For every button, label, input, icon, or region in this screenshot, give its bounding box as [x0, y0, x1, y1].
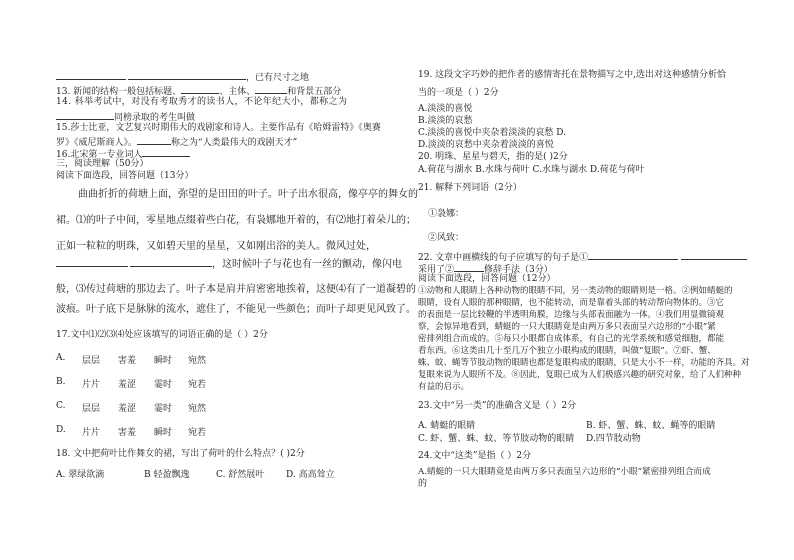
answer-blank[interactable]	[454, 262, 484, 272]
question-19-line2: 当的一项是（ ）2分	[418, 88, 499, 98]
passage-line-blank: ，这时候叶子与花也有一丝的颤动，像闪电	[56, 257, 402, 271]
passage2-line: 的表面是一层比较鞭的半透明角膜，边缘与头部表面融为一体。④我们用显微镜观	[418, 310, 725, 320]
passage2-line: 复眼来说为人眼所不及。⑧因此，复眼已成为人们极感兴趣的研究对象，给了人们种种	[418, 370, 742, 380]
q17-option-c[interactable]: C. 层层 羞涩 霎时 宛然	[56, 401, 207, 414]
passage2-line: ①动物和人眼睛上各种动物的眼睛不同，另一类动物的眼睛则是一格。②例如蜻蜓的	[418, 286, 733, 296]
question-15: 15.莎士比亚，文艺复兴时期伟大的戏剧家和诗人。主要作品有《哈姆雷特》《奥赛	[56, 123, 381, 133]
answer-blank[interactable]	[255, 84, 287, 94]
passage-line: 正如一粒粒的明珠，又如碧天里的星星，又如刚出浴的美人。微风过处，	[56, 241, 376, 252]
q19-option-d[interactable]: D.淡淡的哀愁中夹杂着淡淡的喜悦	[418, 140, 554, 150]
question-19: 19. 这段文字巧妙的把作者的感情寄托在景物描写之中,选出对这种感情分析恰	[418, 70, 727, 80]
passage2-line: 有益的启示。	[418, 382, 470, 392]
section-3-heading: 三，阅读理解（50分）	[56, 159, 149, 169]
question-13: 13. 新闻的结构一般包括标题、 、主体、 和背景五部分	[56, 84, 341, 98]
q17-option-b[interactable]: B. 片片 羞涩 霎时 宛若	[56, 377, 207, 390]
passage2-line: 密排列组合而成的。⑤每只小眼都自成体系，有自己的光学系统和感觉细胞，都能	[418, 334, 725, 344]
question-23: 23.文中“另一类”的准确含义是（ ）2分	[418, 401, 577, 411]
q21-term-1: ①袅娜：	[428, 209, 465, 219]
answer-blank[interactable]	[142, 147, 190, 157]
question-14: 14. 科举考试中，对没有考取秀才的读书人，不论年纪大小，都称之为	[56, 97, 348, 107]
q18-option-a[interactable]: A. 翠绿欲滴	[56, 470, 105, 480]
question-17: 17.文中⑴⑵⑶⑷处应该填写的词语正确的是（ ）2分	[56, 330, 268, 340]
q18-option-d[interactable]: D. 高高耸立	[286, 470, 335, 480]
q19-option-c[interactable]: C.淡淡的喜悦中夹杂着淡淡的哀愁 D.	[418, 128, 567, 138]
question-16: 16.北宋第一专业词人	[56, 147, 190, 161]
q18-option-b[interactable]: B 轻盈飘逸	[144, 470, 190, 480]
answer-blank[interactable]	[56, 70, 126, 80]
q21-term-2: ②风致：	[428, 233, 465, 243]
q23-option-a[interactable]: A. 蜻蜓的眼睛	[418, 421, 476, 431]
q23-option-b[interactable]: B. 虾、蟹、蛛、蚊、蝇等的眼睛	[586, 421, 716, 431]
q23-option-d[interactable]: D.四节肢动物	[586, 434, 641, 444]
passage2-line: 察，会惊异地看到，蜻蜓的一只大眼睛竟是由两万多只表面呈六边形的“小眼”紧	[418, 322, 716, 332]
q24-option-a-cont: 的	[418, 479, 428, 489]
passage-line: 裙。⑴的叶子中间，零星地点缀着些白花，有袅娜地开着的，有⑵地打着朵儿的；	[56, 215, 416, 226]
question-15-line2: 罗》《威尼斯商人》。 称之为“人类最伟大的戏剧天才”	[56, 135, 297, 149]
answer-blank[interactable]	[128, 70, 246, 80]
q19-option-a[interactable]: A.淡淡的喜悦	[418, 104, 473, 114]
question-20: 20. 明珠、星星与碧天，指的是( )2分	[418, 152, 568, 162]
question-21: 21. 解释下列词语（2分）	[418, 183, 522, 193]
question-22: 22. 文章中画横线的句子应填写的句子是①	[418, 250, 747, 264]
answer-blank[interactable]	[588, 250, 678, 260]
q17-option-a[interactable]: A. 层层 害羞 瞬时 宛然	[56, 353, 207, 366]
passage2-line: 眼睛，设有人眼的那种眼睛，也不能转动，而是靠着头部的转动帮向物体的。③它	[418, 298, 725, 308]
answer-blank[interactable]	[56, 110, 114, 120]
passage2-line: 看东西。⑥这类由几十至几万个独立小眼构成的眼睛，叫做“复眼”。⑦虾、蟹、	[418, 346, 716, 356]
q20-options[interactable]: A.荷花与湖水 B.水珠与荷叶 C.水珠与湖水 D.荷花与荷叶	[418, 165, 645, 175]
q23-option-c[interactable]: C. 虾、蟹、蛛、蚊、等节肢动物的眼睛	[418, 434, 575, 444]
passage-line: 波痕。叶子底下是脉脉的流水，遮住了，不能见一些颜色；而叶子却更见风致了。	[56, 304, 416, 315]
question-22-line2: 采用了② 修辞手法（3分）	[418, 262, 553, 276]
passage2-line: 蛛、蚊、蝇等节肢动物的眼睛也都是复眼构成的眼睛，只是大小不一样，功能的齐具。对	[418, 358, 750, 368]
question-18: 18. 文中把荷叶比作舞女的裙，写出了荷叶的什么特点？( )2分	[56, 449, 305, 459]
answer-blank[interactable]	[181, 84, 219, 94]
question-24: 24.文中“这类”是指（ ）2分	[418, 451, 532, 461]
answer-blank[interactable]	[137, 135, 171, 145]
answer-blank[interactable]	[56, 257, 128, 267]
q17-option-d[interactable]: D. 片片 害羞 瞬时 宛若	[56, 425, 207, 438]
passage-intro: 阅读下面选段，回答问题（13分）	[56, 171, 194, 181]
passage-line: 曲曲折折的荷塘上面，弥望的是田田的叶子。叶子出水很高，像亭亭的舞女的	[78, 189, 418, 200]
answer-blank[interactable]	[681, 250, 747, 260]
q24-option-a[interactable]: A.蜻蜓的一只大眼睛竟是由两万多只表面呈六边形的“小眼”紧密排列组合而成	[418, 467, 711, 477]
q12-fill-line: ，已有尺寸之地	[56, 70, 309, 84]
question-14-line2: 同榜录取的考生叫做	[56, 110, 195, 124]
q18-option-c[interactable]: C. 舒然展叶	[216, 470, 265, 480]
answer-blank[interactable]	[130, 257, 212, 267]
passage2-intro: 阅读下面选段，回答问题（12分）	[418, 274, 556, 284]
passage-line: 般，⑶传过荷塘的那边去了。叶子本是肩并肩密密地挨着，这便⑷有了一道凝碧的	[56, 284, 416, 295]
q19-option-b[interactable]: B.淡淡的哀愁	[418, 116, 473, 126]
